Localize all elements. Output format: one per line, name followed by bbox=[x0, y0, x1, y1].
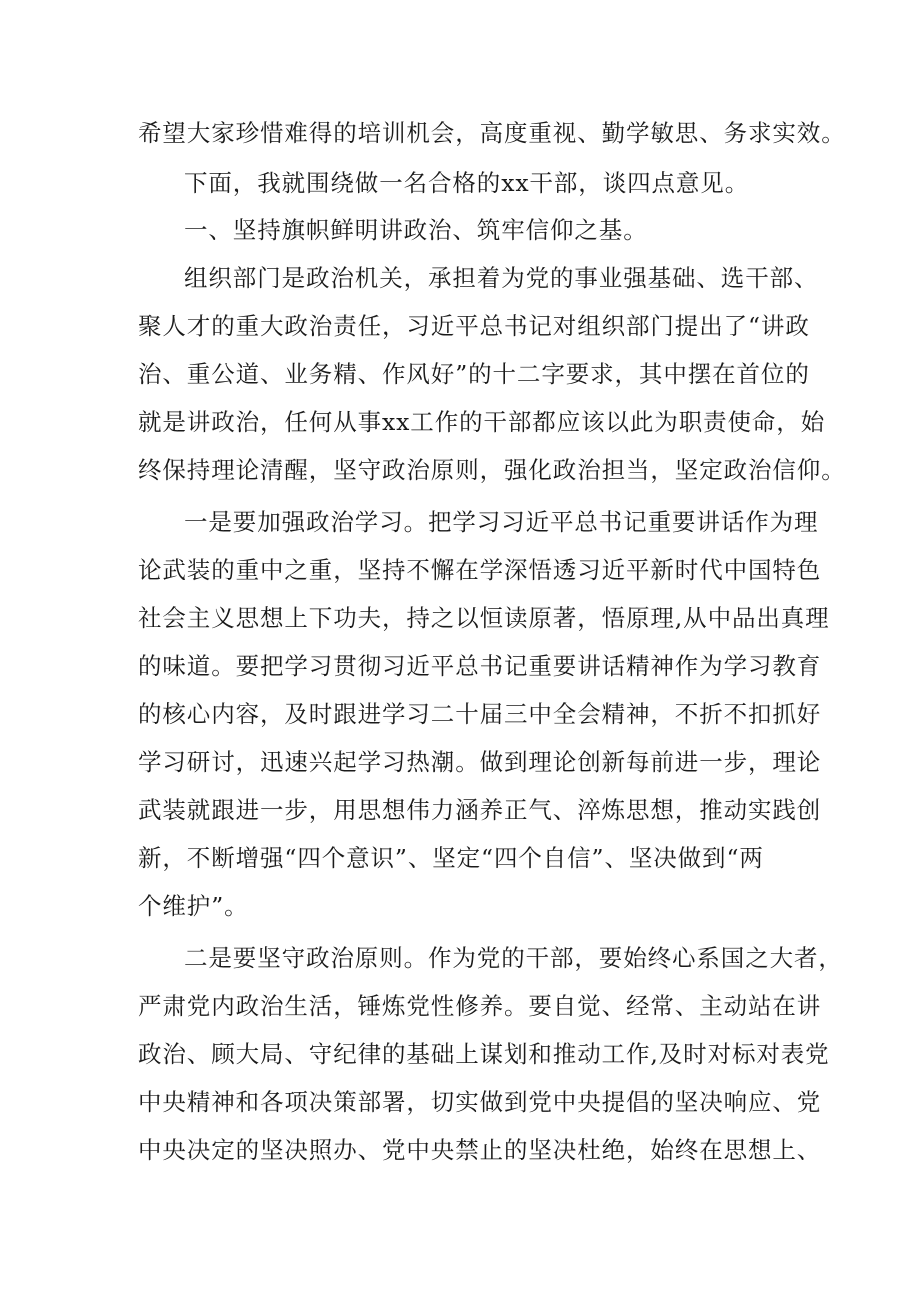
text-line: 的味道。要把学习贯彻习近平总书记重要讲话精神作为学习教育 bbox=[138, 652, 822, 680]
text-line: 学习研讨，迅速兴起学习热潮。做到理论创新每前进一步，理论 bbox=[138, 748, 822, 776]
text-line: 终保持理论清醒，坚守政治原则，强化政治担当，坚定政治信仰。 bbox=[138, 456, 846, 484]
text-line: 希望大家珍惜难得的培训机会，高度重视、勤学敏思、务求实效。 bbox=[138, 119, 846, 147]
text-line: 下面，我就围绕做一名合格的xx干部，谈四点意见。 bbox=[184, 169, 750, 197]
text-line: 个维护”。 bbox=[138, 892, 249, 920]
text-line: 中央决定的坚决照办、党中央禁止的坚决杜绝，始终在思想上、 bbox=[138, 1136, 822, 1164]
text-line: 政治、顾大局、守纪律的基础上谋划和推动工作,及时对标对表党 bbox=[138, 1040, 830, 1068]
text-line: 中央精神和各项决策部署，切实做到党中央提倡的坚决响应、党 bbox=[138, 1088, 822, 1116]
text-line: 严肃党内政治生活，锤炼党性修养。要自觉、经常、主动站在讲 bbox=[138, 992, 822, 1020]
text-line: 社会主义思想上下功夫，持之以恒读原著，悟原理,从中品出真理 bbox=[138, 604, 830, 632]
text-line: 一是要加强政治学习。把学习习近平总书记重要讲话作为理 bbox=[184, 508, 819, 536]
text-line: 的核心内容，及时跟进学习二十届三中全会精神，不折不扣抓好 bbox=[138, 700, 822, 728]
text-line: 治、重公道、业务精、作风好”的十二字要求，其中摆在首位的 bbox=[138, 360, 810, 388]
text-line: 二是要坚守政治原则。作为党的干部，要始终心系国之大者， bbox=[184, 944, 843, 972]
text-line: 新，不断增强“四个意识”、坚定“四个自信”、坚决做到“两 bbox=[138, 844, 764, 872]
section-heading: 一、坚持旗帜鲜明讲政治、筑牢信仰之基。 bbox=[184, 216, 648, 244]
text-line: 组织部门是政治机关，承担着为党的事业强基础、选干部、 bbox=[184, 264, 819, 292]
text-line: 聚人才的重大政治责任，习近平总书记对组织部门提出了“讲政 bbox=[138, 312, 810, 340]
text-line: 武装就跟进一步，用思想伟力涵养正气、淬炼思想，推动实践创 bbox=[138, 796, 822, 824]
text-line: 论武装的重中之重，坚持不懈在学深悟透习近平新时代中国特色 bbox=[138, 556, 822, 584]
text-line: 就是讲政治，任何从事xx工作的干部都应该以此为职责使命，始 bbox=[138, 408, 826, 436]
